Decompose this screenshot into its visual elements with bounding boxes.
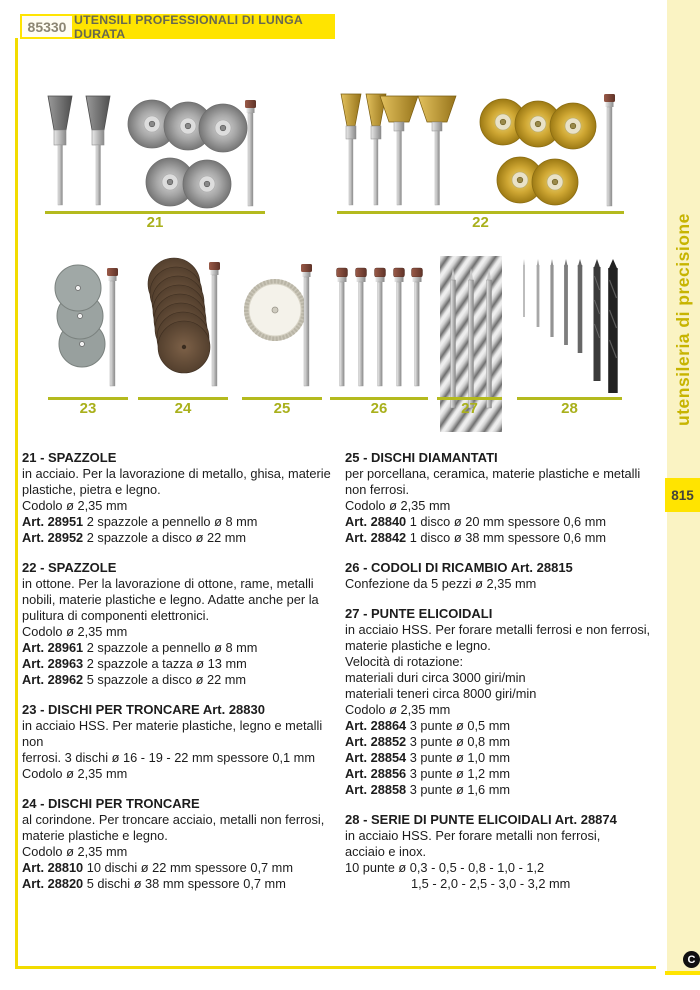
product-section xyxy=(22,701,334,782)
mandrel xyxy=(107,268,118,386)
twist-drill xyxy=(523,259,525,317)
steel-pencil-brush xyxy=(48,96,72,205)
product-section xyxy=(22,559,334,688)
product-column-right xyxy=(345,449,653,905)
art-code: Art. 28963 xyxy=(22,656,84,671)
steel-pencil-brush xyxy=(86,96,110,205)
brass-cup-brush xyxy=(380,96,418,205)
product-desc-line: ferrosi. 3 dischi ø 16 - 19 - 22 mm spessore 0,1 mm xyxy=(22,750,316,765)
figure-24-number: 24 xyxy=(174,400,192,417)
product-section-title: 28 - SERIE DI PUNTE ELICOIDALI Art. 28874 xyxy=(345,812,617,827)
product-desc-line: Codolo ø 2,35 mm xyxy=(22,766,128,781)
twist-drill xyxy=(564,259,568,345)
product-art-line: Art. 28820 5 dischi ø 38 mm spessore 0,7 mm xyxy=(22,876,286,891)
art-code: Art. 28852 xyxy=(345,734,407,749)
product-desc-line: in acciaio HSS. Per forare metalli ferrosi e non ferrosi, xyxy=(345,622,651,637)
product-section-title: 26 - CODOLI DI RICAMBIO Art. 28815 xyxy=(345,560,573,575)
brass-pencil-brush xyxy=(341,94,361,205)
product-art-line: Art. 28840 1 disco ø 20 mm spessore 0,6 mm xyxy=(345,514,607,529)
mandrel xyxy=(375,268,386,386)
side-strip-label: utensileria di precisione xyxy=(673,213,693,427)
art-code: Art. 28858 xyxy=(345,782,407,797)
twist-drill-series-image xyxy=(517,256,623,396)
corundum-disc-stack xyxy=(148,258,210,373)
product-desc-line: acciaio e inox. xyxy=(345,844,427,859)
product-art-line: Art. 28864 3 punte ø 0,5 mm xyxy=(345,718,511,733)
twist-drill xyxy=(537,259,540,327)
art-code: Art. 28842 xyxy=(345,530,407,545)
product-art-line: Art. 28810 10 dischi ø 22 mm spessore 0,7 mm xyxy=(22,860,293,875)
product-desc-line: materie plastiche e legno. xyxy=(345,638,491,653)
hss-cutting-discs-image xyxy=(48,256,130,396)
figure-23-number: 23 xyxy=(79,400,97,417)
product-desc-line: materiali teneri circa 8000 giri/min xyxy=(345,686,537,701)
figure-21-number: 21 xyxy=(146,214,164,231)
product-desc-line: materie plastiche e legno. xyxy=(22,828,168,843)
mandrel xyxy=(394,268,405,386)
twist-drill xyxy=(594,259,601,381)
product-art-line: Art. 28856 3 punte ø 1,2 mm xyxy=(345,766,511,781)
twist-drill xyxy=(469,268,474,408)
product-desc-line: in acciaio HSS. Per materie plastiche, legno e metalli non xyxy=(22,718,323,749)
spare-mandrels-image xyxy=(330,254,428,396)
product-art-line: Art. 28961 2 spazzole a pennello ø 8 mm xyxy=(22,640,258,655)
art-code: Art. 28840 xyxy=(345,514,407,529)
left-border-line xyxy=(15,38,18,966)
page-number-badge: 815 xyxy=(665,478,700,512)
figure-26-number: 26 xyxy=(370,400,388,417)
product-desc-line: nobili, materie plastiche e legno. Adatte anche per la xyxy=(22,592,319,607)
product-art-line: Art. 28858 3 punte ø 1,6 mm xyxy=(345,782,511,797)
product-art-line: Art. 28963 2 spazzole a tazza ø 13 mm xyxy=(22,656,247,671)
twist-drill xyxy=(550,259,553,337)
product-desc-line: al corindone. Per troncare acciaio, metalli non ferrosi, xyxy=(22,812,325,827)
brand-logo-icon xyxy=(683,951,700,968)
mandrel xyxy=(604,94,615,206)
twist-drill xyxy=(487,268,492,408)
mandrel xyxy=(412,268,423,386)
steel-disc-stack xyxy=(55,265,105,367)
product-column-left xyxy=(22,449,334,905)
figure-25-number: 25 xyxy=(273,400,291,417)
steel-brush-set-image xyxy=(40,80,268,216)
bottom-border-line xyxy=(15,966,656,969)
product-section xyxy=(345,559,653,592)
product-section-title: 21 - SPAZZOLE xyxy=(22,450,117,465)
twist-drill xyxy=(451,268,456,408)
art-code: Art. 28864 xyxy=(345,718,407,733)
brass-wheel-brushes xyxy=(480,99,596,205)
corundum-discs-image xyxy=(138,254,228,396)
product-desc-line: non ferrosi. xyxy=(345,482,410,497)
product-desc-line: 10 punte ø 0,3 - 0,5 - 0,8 - 1,0 - 1,2 xyxy=(345,860,545,875)
product-section-title: 22 - SPAZZOLE xyxy=(22,560,117,575)
catalog-code: 85330 xyxy=(20,14,74,39)
product-desc-line: Confezione da 5 pezzi ø 2,35 mm xyxy=(345,576,537,591)
product-desc-line: pulitura di componenti elettronici. xyxy=(22,608,210,623)
product-section xyxy=(22,795,334,892)
product-section-title: 24 - DISCHI PER TRONCARE xyxy=(22,796,200,811)
art-code: Art. 28810 xyxy=(22,860,84,875)
twist-drill xyxy=(608,259,618,393)
product-desc-line: materiali duri circa 3000 giri/min xyxy=(345,670,526,685)
product-art-line: Art. 28951 2 spazzole a pennello ø 8 mm xyxy=(22,514,258,529)
mandrel xyxy=(301,264,312,386)
header-banner: UTENSILI PROFESSIONALI DI LUNGA DURATA xyxy=(74,14,335,39)
art-code: Art. 28820 xyxy=(22,876,84,891)
steel-wheel-brushes xyxy=(128,100,247,208)
product-desc-line: Velocità di rotazione: xyxy=(345,654,464,669)
art-code: Art. 28961 xyxy=(22,640,84,655)
brass-pencil-brush xyxy=(366,94,386,205)
mandrel xyxy=(245,100,256,206)
diamond-disc-image xyxy=(242,256,324,396)
mandrel xyxy=(337,268,348,386)
product-section xyxy=(345,605,653,798)
brand-logo-letter: C xyxy=(687,953,696,966)
product-desc-line: Codolo ø 2,35 mm xyxy=(22,498,128,513)
product-desc-line: Codolo ø 2,35 mm xyxy=(345,498,451,513)
mandrel xyxy=(356,268,367,386)
product-art-line: Art. 28854 3 punte ø 1,0 mm xyxy=(345,750,511,765)
product-desc-line: Codolo ø 2,35 mm xyxy=(22,844,128,859)
art-code: Art. 28962 xyxy=(22,672,84,687)
brass-cup-brush xyxy=(418,96,456,205)
product-section-title: 23 - DISCHI PER TRONCARE Art. 28830 xyxy=(22,702,265,717)
product-desc-line: in acciaio HSS. Per forare metalli non ferrosi, xyxy=(345,828,601,843)
product-art-line: Art. 28962 5 spazzole a disco ø 22 mm xyxy=(22,672,247,687)
product-desc-line: 1,5 - 2,0 - 2,5 - 3,0 - 3,2 mm xyxy=(411,876,571,891)
brass-brush-set-image xyxy=(335,80,625,216)
product-section xyxy=(345,811,653,892)
figure-22-number: 22 xyxy=(472,214,489,231)
figure-28-number: 28 xyxy=(561,400,578,417)
art-code: Art. 28951 xyxy=(22,514,84,529)
product-art-line: Art. 28952 2 spazzole a disco ø 22 mm xyxy=(22,530,247,545)
product-section-title: 25 - DISCHI DIAMANTATI xyxy=(345,450,498,465)
product-section xyxy=(22,449,334,546)
strip-bottom-line xyxy=(665,971,700,975)
mandrel xyxy=(209,262,220,386)
product-desc-line: per porcellana, ceramica, materie plastiche e metalli xyxy=(345,466,641,481)
product-section-title: 27 - PUNTE ELICOIDALI xyxy=(345,606,493,621)
art-code: Art. 28854 xyxy=(345,750,407,765)
art-code: Art. 28952 xyxy=(22,530,84,545)
figure-27-number: 27 xyxy=(461,400,478,417)
product-desc-line: Codolo ø 2,35 mm xyxy=(345,702,451,717)
product-desc-line: in acciaio. Per la lavorazione di metallo, ghisa, materie xyxy=(22,466,331,481)
diamond-disc xyxy=(244,279,306,341)
product-desc-line: in ottone. Per la lavorazione di ottone, rame, metalli xyxy=(22,576,314,591)
product-desc-line: Codolo ø 2,35 mm xyxy=(22,624,128,639)
product-art-line: Art. 28842 1 disco ø 38 mm spessore 0,6 mm xyxy=(345,530,607,545)
twist-drill xyxy=(578,259,583,353)
product-section xyxy=(345,449,653,546)
product-desc-line: plastiche, pietra e legno. xyxy=(22,482,161,497)
product-art-line: Art. 28852 3 punte ø 0,8 mm xyxy=(345,734,511,749)
art-code: Art. 28856 xyxy=(345,766,407,781)
